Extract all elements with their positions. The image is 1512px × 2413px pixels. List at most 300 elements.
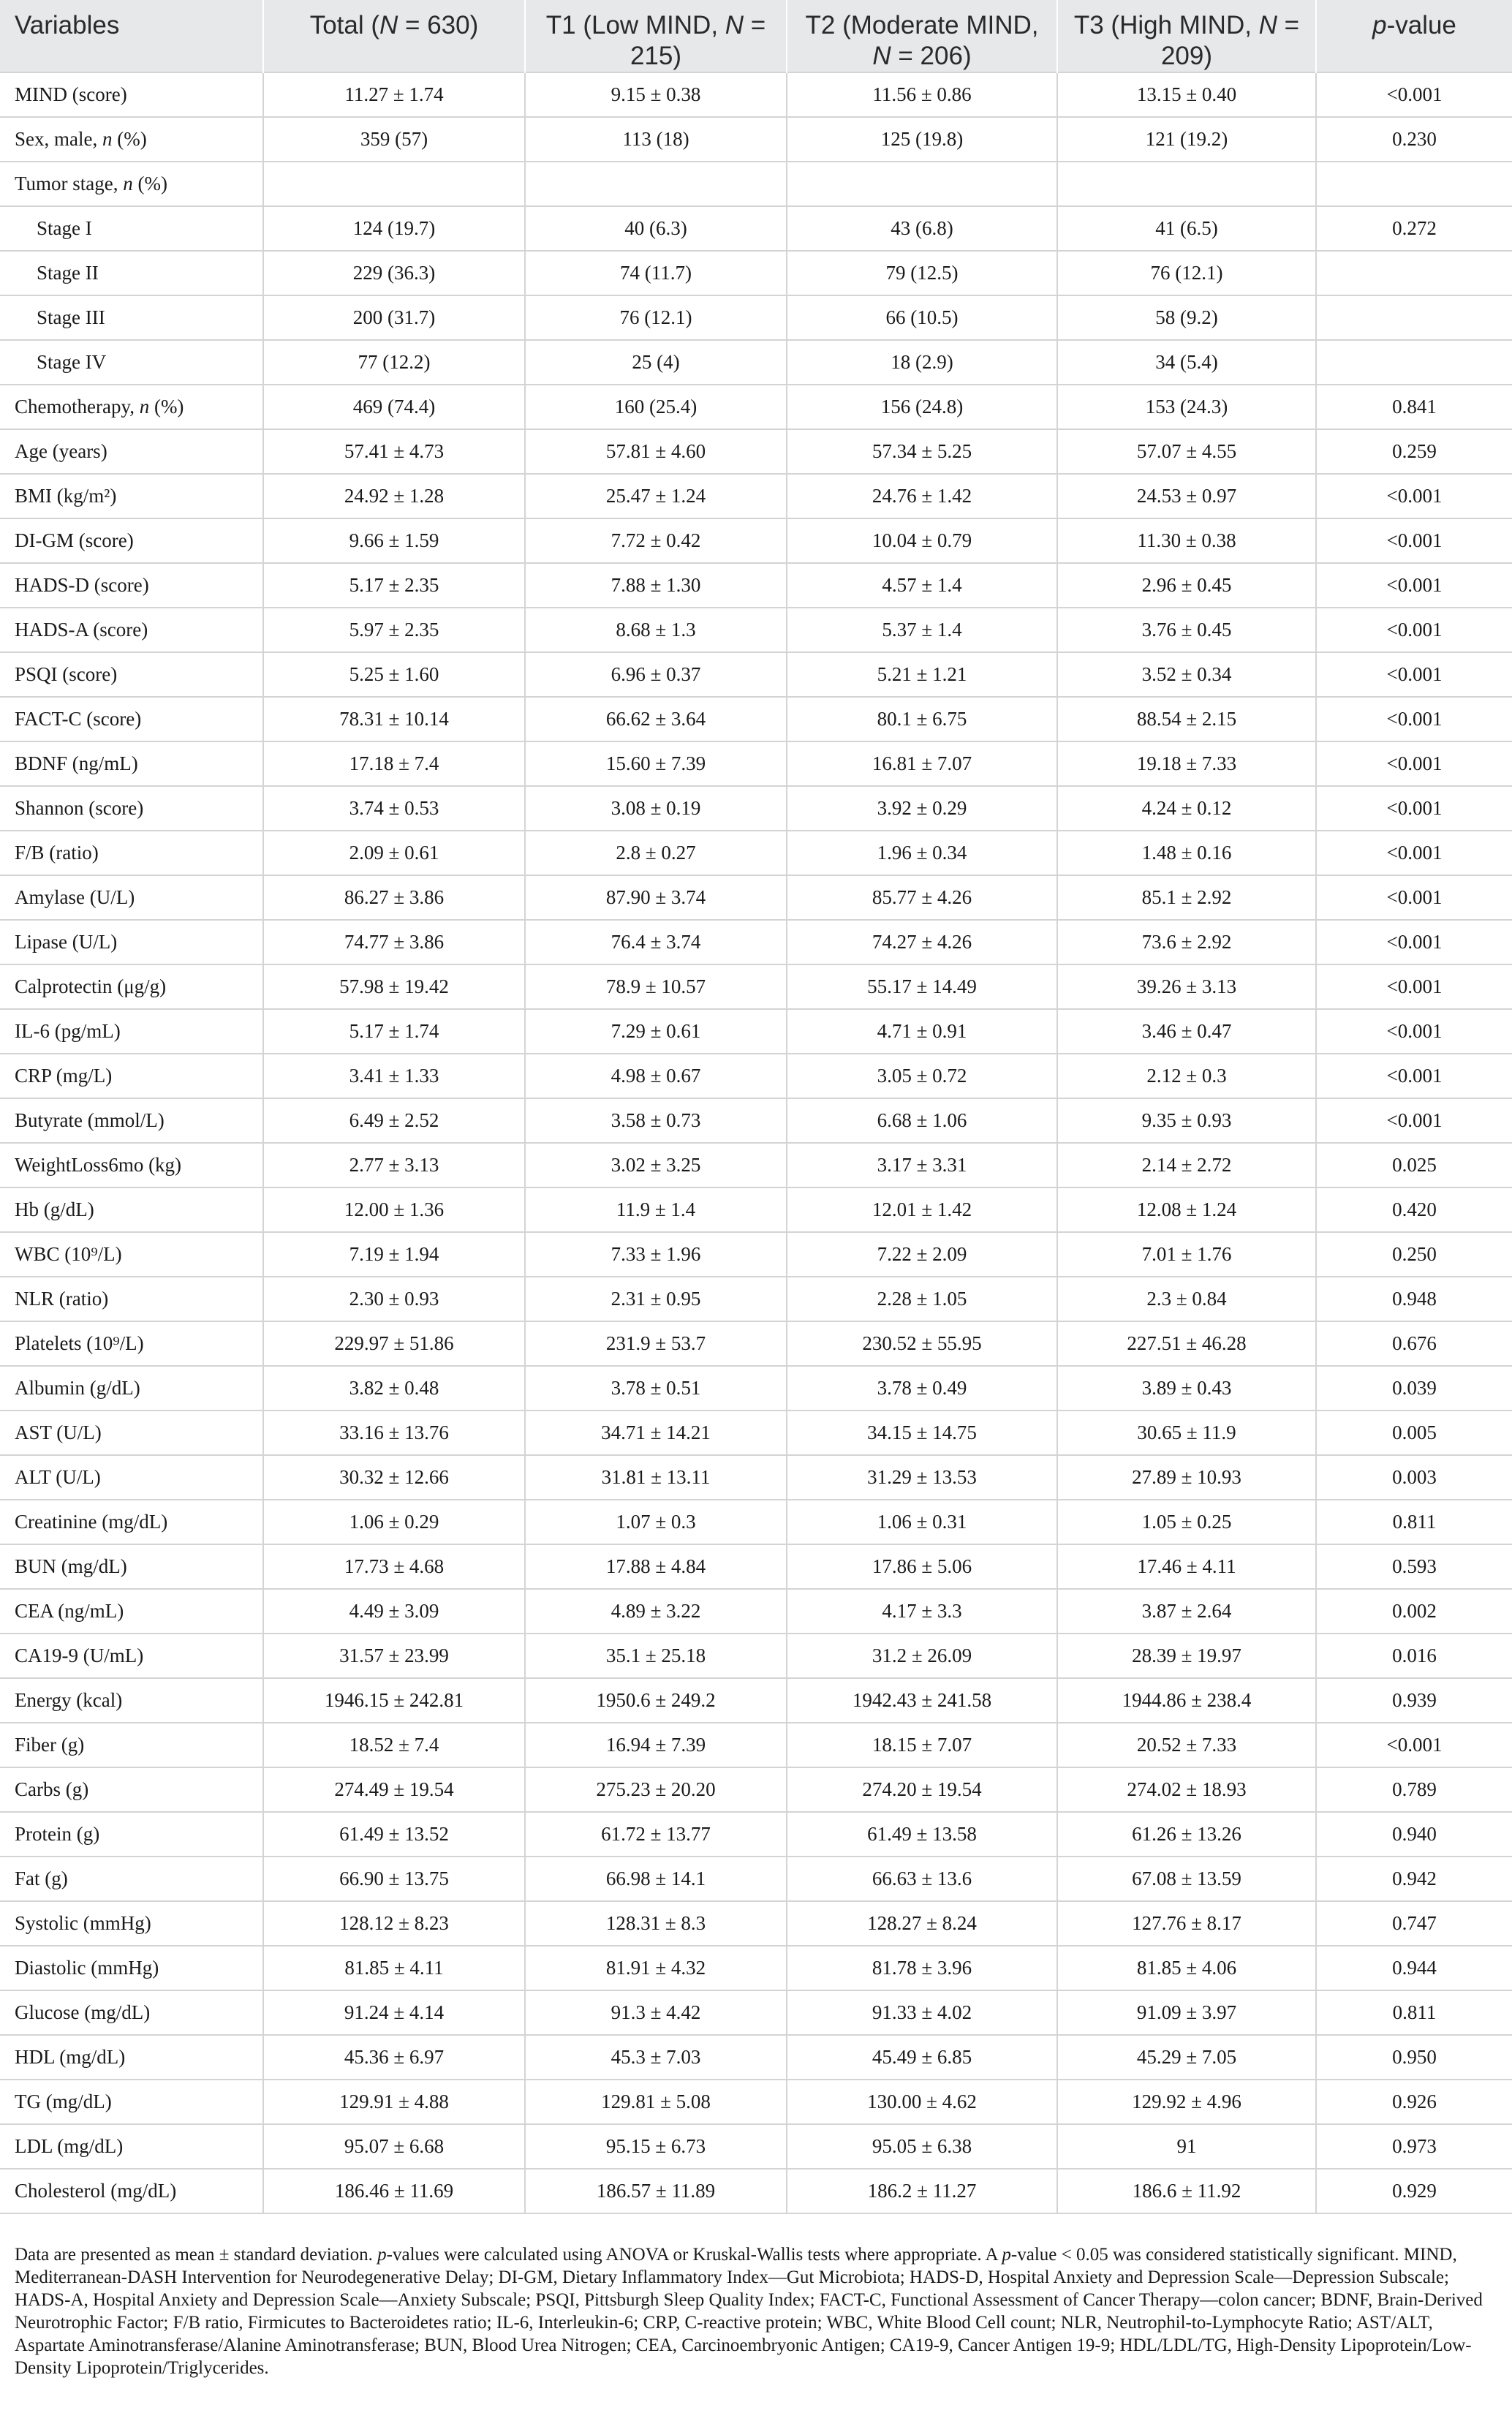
- table-row: [0, 1723, 1512, 1767]
- cell-t3: 2.3 ± 0.84: [1057, 1277, 1316, 1321]
- cell-total: 57.41 ± 4.73: [263, 429, 525, 474]
- cell-p-value: 0.948: [1316, 1277, 1512, 1321]
- cell-t3: 27.89 ± 10.93: [1057, 1455, 1316, 1500]
- cell-total: 24.92 ± 1.28: [263, 474, 525, 518]
- cell-variable: Carbs (g): [0, 1767, 263, 1812]
- cell-p-value: <0.001: [1316, 72, 1512, 117]
- table-row: [0, 2124, 1512, 2169]
- cell-t2: 1942.43 ± 241.58: [787, 1678, 1057, 1723]
- cell-total: 7.19 ± 1.94: [263, 1232, 525, 1277]
- cell-variable: HDL (mg/dL): [0, 2035, 263, 2080]
- cell-t3: 34 (5.4): [1057, 340, 1316, 385]
- cell-total: 31.57 ± 23.99: [263, 1634, 525, 1678]
- cell-total: 57.98 ± 19.42: [263, 964, 525, 1009]
- cell-variable: Stage II: [0, 251, 263, 295]
- cell-total: 5.25 ± 1.60: [263, 652, 525, 697]
- cell-variable: PSQI (score): [0, 652, 263, 697]
- cell-variable: ALT (U/L): [0, 1455, 263, 1500]
- cell-t1: 35.1 ± 25.18: [525, 1634, 787, 1678]
- table-row: [0, 1054, 1512, 1098]
- cell-total: 359 (57): [263, 117, 525, 162]
- cell-variable: WBC (10⁹/L): [0, 1232, 263, 1277]
- header-total: Total (N = 630): [263, 0, 525, 72]
- cell-p-value: <0.001: [1316, 1054, 1512, 1098]
- cell-t1: 16.94 ± 7.39: [525, 1723, 787, 1767]
- table-row: [0, 1455, 1512, 1500]
- cell-total: [263, 162, 525, 206]
- table-row: [0, 1812, 1512, 1857]
- cell-t1: 2.31 ± 0.95: [525, 1277, 787, 1321]
- cell-t3: 3.89 ± 0.43: [1057, 1366, 1316, 1411]
- cell-t3: 67.08 ± 13.59: [1057, 1857, 1316, 1901]
- header-row: [0, 0, 1512, 72]
- cell-t2: 66 (10.5): [787, 295, 1057, 340]
- cell-p-value: 0.002: [1316, 1589, 1512, 1634]
- cell-t3: 28.39 ± 19.97: [1057, 1634, 1316, 1678]
- cell-t1: 4.98 ± 0.67: [525, 1054, 787, 1098]
- table-row: [0, 741, 1512, 786]
- cell-t3: 20.52 ± 7.33: [1057, 1723, 1316, 1767]
- table-row: [0, 1366, 1512, 1411]
- cell-t2: 91.33 ± 4.02: [787, 1990, 1057, 2035]
- cell-t3: 1944.86 ± 238.4: [1057, 1678, 1316, 1723]
- cell-t2: 80.1 ± 6.75: [787, 697, 1057, 741]
- cell-variable: NLR (ratio): [0, 1277, 263, 1321]
- cell-variable: BMI (kg/m²): [0, 474, 263, 518]
- cell-t3: 1.05 ± 0.25: [1057, 1500, 1316, 1544]
- table-row: [0, 1544, 1512, 1589]
- cell-t1: 275.23 ± 20.20: [525, 1767, 787, 1812]
- cell-t1: 40 (6.3): [525, 206, 787, 251]
- cell-t2: 57.34 ± 5.25: [787, 429, 1057, 474]
- cell-t1: 57.81 ± 4.60: [525, 429, 787, 474]
- cell-t2: 156 (24.8): [787, 385, 1057, 429]
- cell-t2: 74.27 ± 4.26: [787, 920, 1057, 964]
- cell-t2: 55.17 ± 14.49: [787, 964, 1057, 1009]
- cell-p-value: 0.016: [1316, 1634, 1512, 1678]
- cell-p-value: 0.944: [1316, 1946, 1512, 1990]
- cell-t3: 129.92 ± 4.96: [1057, 2080, 1316, 2124]
- cell-variable: Shannon (score): [0, 786, 263, 831]
- header-t1: T1 (Low MIND, N = 215): [525, 0, 787, 72]
- cell-t3: 13.15 ± 0.40: [1057, 72, 1316, 117]
- cell-t1: 1.07 ± 0.3: [525, 1500, 787, 1544]
- cell-t1: 4.89 ± 3.22: [525, 1589, 787, 1634]
- cell-total: 4.49 ± 3.09: [263, 1589, 525, 1634]
- table-row: [0, 2169, 1512, 2213]
- cell-total: 3.41 ± 1.33: [263, 1054, 525, 1098]
- cell-total: 229 (36.3): [263, 251, 525, 295]
- cell-total: 18.52 ± 7.4: [263, 1723, 525, 1767]
- cell-t2: 18 (2.9): [787, 340, 1057, 385]
- cell-t2: 3.05 ± 0.72: [787, 1054, 1057, 1098]
- cell-total: 95.07 ± 6.68: [263, 2124, 525, 2169]
- cell-t2: 6.68 ± 1.06: [787, 1098, 1057, 1143]
- cell-t1: 7.88 ± 1.30: [525, 563, 787, 608]
- cell-p-value: 0.039: [1316, 1366, 1512, 1411]
- cell-t2: 3.17 ± 3.31: [787, 1143, 1057, 1187]
- cell-p-value: <0.001: [1316, 875, 1512, 920]
- cell-t2: 31.29 ± 13.53: [787, 1455, 1057, 1500]
- cell-total: 17.18 ± 7.4: [263, 741, 525, 786]
- cell-p-value: 0.789: [1316, 1767, 1512, 1812]
- cell-p-value: 0.420: [1316, 1187, 1512, 1232]
- cell-t3: 3.76 ± 0.45: [1057, 608, 1316, 652]
- table-row: [0, 652, 1512, 697]
- cell-t2: 4.57 ± 1.4: [787, 563, 1057, 608]
- table-row: [0, 786, 1512, 831]
- cell-t3: 7.01 ± 1.76: [1057, 1232, 1316, 1277]
- cell-t1: 128.31 ± 8.3: [525, 1901, 787, 1946]
- table-row: [0, 1500, 1512, 1544]
- table-row: [0, 1411, 1512, 1455]
- cell-p-value: [1316, 162, 1512, 206]
- cell-t2: 24.76 ± 1.42: [787, 474, 1057, 518]
- cell-p-value: 0.230: [1316, 117, 1512, 162]
- cell-variable: Cholesterol (mg/dL): [0, 2169, 263, 2213]
- cell-variable: AST (U/L): [0, 1411, 263, 1455]
- cell-t2: 16.81 ± 7.07: [787, 741, 1057, 786]
- cell-p-value: 0.250: [1316, 1232, 1512, 1277]
- cell-t2: 274.20 ± 19.54: [787, 1767, 1057, 1812]
- cell-total: 11.27 ± 1.74: [263, 72, 525, 117]
- cell-variable: DI-GM (score): [0, 518, 263, 563]
- cell-t1: 25 (4): [525, 340, 787, 385]
- cell-p-value: 0.973: [1316, 2124, 1512, 2169]
- cell-t1: 6.96 ± 0.37: [525, 652, 787, 697]
- table-row: [0, 1321, 1512, 1366]
- cell-p-value: 0.841: [1316, 385, 1512, 429]
- cell-t2: 186.2 ± 11.27: [787, 2169, 1057, 2213]
- cell-variable: MIND (score): [0, 72, 263, 117]
- cell-variable: Hb (g/dL): [0, 1187, 263, 1232]
- cell-variable: TG (mg/dL): [0, 2080, 263, 2124]
- cell-total: 2.30 ± 0.93: [263, 1277, 525, 1321]
- cell-t2: 12.01 ± 1.42: [787, 1187, 1057, 1232]
- cell-p-value: <0.001: [1316, 518, 1512, 563]
- cell-p-value: 0.942: [1316, 1857, 1512, 1901]
- cell-t1: 76 (12.1): [525, 295, 787, 340]
- cell-t1: 81.91 ± 4.32: [525, 1946, 787, 1990]
- cell-p-value: <0.001: [1316, 474, 1512, 518]
- cell-t2: 81.78 ± 3.96: [787, 1946, 1057, 1990]
- cell-p-value: 0.593: [1316, 1544, 1512, 1589]
- cell-p-value: 0.939: [1316, 1678, 1512, 1723]
- cell-t3: 19.18 ± 7.33: [1057, 741, 1316, 786]
- cell-t1: 7.72 ± 0.42: [525, 518, 787, 563]
- cell-t2: 17.86 ± 5.06: [787, 1544, 1057, 1589]
- cell-variable: Stage I: [0, 206, 263, 251]
- table-row: [0, 1857, 1512, 1901]
- cell-p-value: 0.272: [1316, 206, 1512, 251]
- cell-variable: LDL (mg/dL): [0, 2124, 263, 2169]
- table-row: [0, 162, 1512, 206]
- cell-p-value: <0.001: [1316, 920, 1512, 964]
- cell-t2: 11.56 ± 0.86: [787, 72, 1057, 117]
- cell-p-value: <0.001: [1316, 786, 1512, 831]
- cell-t2: 31.2 ± 26.09: [787, 1634, 1057, 1678]
- cell-t1: 11.9 ± 1.4: [525, 1187, 787, 1232]
- cell-variable: Stage IV: [0, 340, 263, 385]
- table-footnote: Data are presented as mean ± standard deviation. p-values were calculated using ANOVA or Kruskal-Wallis tests where appropriate. A p-value < 0.05 was considered statistically significant. MIND, Mediterranean-DASH Intervention for Neurodegenerative Delay; DI-GM, Dietary Inflammatory Index—Gut Microbiota; HADS-D, Hospital Anxiety and Depression Scale—Depression Subscale; HADS-A, Hospital Anxiety and Depression Scale—Anxiety Subscale; PSQI, Pittsburgh Sleep Quality Index; FACT-C, Functional Assessment of Cancer Therapy—colon cancer; BDNF, Brain-Derived Neurotrophic Factor; F/B ratio, Firmicutes to Bacteroidetes ratio; IL-6, Interleukin-6; CRP, C-reactive protein; WBC, White Blood Cell count; NLR, Neutrophil-to-Lymphocyte Ratio; AST/ALT, Aspartate Aminotransferase/Alanine Aminotransferase; BUN, Blood Urea Nitrogen; CEA, Carcinoembryonic Antigen; CA19-9, Cancer Antigen 19-9; HDL/LDL/TG, High-Density Lipoprotein/Low-Density Lipoprotein/Triglycerides.: [15, 2245, 1483, 2378]
- cell-total: 469 (74.4): [263, 385, 525, 429]
- table-row: [0, 385, 1512, 429]
- cell-t3: 3.52 ± 0.34: [1057, 652, 1316, 697]
- cell-t1: 231.9 ± 53.7: [525, 1321, 787, 1366]
- cell-total: 1.06 ± 0.29: [263, 1500, 525, 1544]
- cell-t1: 7.33 ± 1.96: [525, 1232, 787, 1277]
- cell-total: 5.17 ± 2.35: [263, 563, 525, 608]
- cell-t1: 95.15 ± 6.73: [525, 2124, 787, 2169]
- cell-variable: IL-6 (pg/mL): [0, 1009, 263, 1054]
- cell-t1: 31.81 ± 13.11: [525, 1455, 787, 1500]
- cell-total: 124 (19.7): [263, 206, 525, 251]
- header-t3: T3 (High MIND, N = 209): [1057, 0, 1316, 72]
- cell-t3: 45.29 ± 7.05: [1057, 2035, 1316, 2080]
- cell-t3: [1057, 162, 1316, 206]
- cell-variable: Platelets (10⁹/L): [0, 1321, 263, 1366]
- cell-total: 5.97 ± 2.35: [263, 608, 525, 652]
- cell-variable: Diastolic (mmHg): [0, 1946, 263, 1990]
- cell-p-value: [1316, 295, 1512, 340]
- cell-t3: 11.30 ± 0.38: [1057, 518, 1316, 563]
- cell-variable: HADS-D (score): [0, 563, 263, 608]
- cell-p-value: 0.003: [1316, 1455, 1512, 1500]
- cell-t1: 2.8 ± 0.27: [525, 831, 787, 875]
- cell-t1: 129.81 ± 5.08: [525, 2080, 787, 2124]
- cell-t1: 160 (25.4): [525, 385, 787, 429]
- table-row: [0, 697, 1512, 741]
- cell-total: 129.91 ± 4.88: [263, 2080, 525, 2124]
- table-row: [0, 1990, 1512, 2035]
- cell-t3: 57.07 ± 4.55: [1057, 429, 1316, 474]
- cell-t2: 230.52 ± 55.95: [787, 1321, 1057, 1366]
- table-row: [0, 251, 1512, 295]
- cell-t1: 1950.6 ± 249.2: [525, 1678, 787, 1723]
- cell-total: 30.32 ± 12.66: [263, 1455, 525, 1500]
- cell-p-value: <0.001: [1316, 608, 1512, 652]
- cell-p-value: 0.259: [1316, 429, 1512, 474]
- table-row: [0, 1277, 1512, 1321]
- cell-variable: BUN (mg/dL): [0, 1544, 263, 1589]
- cell-total: 33.16 ± 13.76: [263, 1411, 525, 1455]
- cell-t1: 7.29 ± 0.61: [525, 1009, 787, 1054]
- cell-variable: Butyrate (mmol/L): [0, 1098, 263, 1143]
- cell-t3: 2.14 ± 2.72: [1057, 1143, 1316, 1187]
- cell-variable: Lipase (U/L): [0, 920, 263, 964]
- cell-variable: Age (years): [0, 429, 263, 474]
- cell-p-value: 0.940: [1316, 1812, 1512, 1857]
- cell-t1: 76.4 ± 3.74: [525, 920, 787, 964]
- cell-p-value: <0.001: [1316, 697, 1512, 741]
- table-row: [0, 1098, 1512, 1143]
- cell-t1: 61.72 ± 13.77: [525, 1812, 787, 1857]
- cell-t2: 61.49 ± 13.58: [787, 1812, 1057, 1857]
- cell-t2: 130.00 ± 4.62: [787, 2080, 1057, 2124]
- table-row: [0, 1634, 1512, 1678]
- table-row: [0, 563, 1512, 608]
- cell-t2: 1.96 ± 0.34: [787, 831, 1057, 875]
- table-body: [0, 72, 1512, 2213]
- cell-variable: BDNF (ng/mL): [0, 741, 263, 786]
- cell-t2: 5.37 ± 1.4: [787, 608, 1057, 652]
- cell-t2: 18.15 ± 7.07: [787, 1723, 1057, 1767]
- table-row: [0, 1678, 1512, 1723]
- table-row: [0, 1589, 1512, 1634]
- cell-variable: Energy (kcal): [0, 1678, 263, 1723]
- cell-t2: 7.22 ± 2.09: [787, 1232, 1057, 1277]
- cell-t1: 3.78 ± 0.51: [525, 1366, 787, 1411]
- table-row: [0, 2080, 1512, 2124]
- cell-p-value: [1316, 251, 1512, 295]
- cell-p-value: 0.005: [1316, 1411, 1512, 1455]
- cell-total: 5.17 ± 1.74: [263, 1009, 525, 1054]
- cell-t1: 186.57 ± 11.89: [525, 2169, 787, 2213]
- cell-t3: 73.6 ± 2.92: [1057, 920, 1316, 964]
- cell-t1: 3.58 ± 0.73: [525, 1098, 787, 1143]
- header-t2: T2 (Moderate MIND, N = 206): [787, 0, 1057, 72]
- header-variables: Variables: [15, 11, 120, 39]
- cell-t1: 45.3 ± 7.03: [525, 2035, 787, 2080]
- cell-total: 86.27 ± 3.86: [263, 875, 525, 920]
- cell-p-value: <0.001: [1316, 1723, 1512, 1767]
- cell-t1: 66.98 ± 14.1: [525, 1857, 787, 1901]
- cell-t3: 58 (9.2): [1057, 295, 1316, 340]
- cell-total: 66.90 ± 13.75: [263, 1857, 525, 1901]
- table-row: [0, 295, 1512, 340]
- table-row: [0, 1946, 1512, 1990]
- cell-total: 229.97 ± 51.86: [263, 1321, 525, 1366]
- table-row: [0, 474, 1512, 518]
- cell-t2: 10.04 ± 0.79: [787, 518, 1057, 563]
- table-row: [0, 117, 1512, 162]
- cell-t3: 12.08 ± 1.24: [1057, 1187, 1316, 1232]
- cell-p-value: 0.811: [1316, 1500, 1512, 1544]
- cell-t1: 91.3 ± 4.42: [525, 1990, 787, 2035]
- cell-t1: 66.62 ± 3.64: [525, 697, 787, 741]
- cell-t3: 1.48 ± 0.16: [1057, 831, 1316, 875]
- cell-total: 77 (12.2): [263, 340, 525, 385]
- cell-t3: 91.09 ± 3.97: [1057, 1990, 1316, 2035]
- cell-t3: 4.24 ± 0.12: [1057, 786, 1316, 831]
- cell-t1: 15.60 ± 7.39: [525, 741, 787, 786]
- cell-t2: 34.15 ± 14.75: [787, 1411, 1057, 1455]
- cell-t2: 45.49 ± 6.85: [787, 2035, 1057, 2080]
- cell-t2: 1.06 ± 0.31: [787, 1500, 1057, 1544]
- cell-p-value: <0.001: [1316, 563, 1512, 608]
- cell-p-value: <0.001: [1316, 1009, 1512, 1054]
- cell-t3: 127.76 ± 8.17: [1057, 1901, 1316, 1946]
- cell-variable: WeightLoss6mo (kg): [0, 1143, 263, 1187]
- table-row: [0, 2035, 1512, 2080]
- cell-variable: Fat (g): [0, 1857, 263, 1901]
- cell-variable: Chemotherapy, n (%): [0, 385, 263, 429]
- cell-variable: Fiber (g): [0, 1723, 263, 1767]
- cell-p-value: <0.001: [1316, 1098, 1512, 1143]
- cell-t1: 3.08 ± 0.19: [525, 786, 787, 831]
- cell-t3: 3.46 ± 0.47: [1057, 1009, 1316, 1054]
- cell-variable: Albumin (g/dL): [0, 1366, 263, 1411]
- cell-t3: 153 (24.3): [1057, 385, 1316, 429]
- cell-t2: 5.21 ± 1.21: [787, 652, 1057, 697]
- cell-t3: 88.54 ± 2.15: [1057, 697, 1316, 741]
- cell-variable: Amylase (U/L): [0, 875, 263, 920]
- table-row: [0, 1009, 1512, 1054]
- cell-total: 17.73 ± 4.68: [263, 1544, 525, 1589]
- cell-t1: 34.71 ± 14.21: [525, 1411, 787, 1455]
- cell-t3: 17.46 ± 4.11: [1057, 1544, 1316, 1589]
- cell-variable: CRP (mg/L): [0, 1054, 263, 1098]
- cell-t2: 43 (6.8): [787, 206, 1057, 251]
- cell-t2: 125 (19.8): [787, 117, 1057, 162]
- cell-variable: FACT-C (score): [0, 697, 263, 741]
- cell-p-value: <0.001: [1316, 741, 1512, 786]
- cell-total: 128.12 ± 8.23: [263, 1901, 525, 1946]
- cell-variable: CEA (ng/mL): [0, 1589, 263, 1634]
- cell-t2: 66.63 ± 13.6: [787, 1857, 1057, 1901]
- cell-t2: 128.27 ± 8.24: [787, 1901, 1057, 1946]
- cell-p-value: 0.950: [1316, 2035, 1512, 2080]
- cell-t3: 186.6 ± 11.92: [1057, 2169, 1316, 2213]
- table-row: [0, 1143, 1512, 1187]
- cell-total: 6.49 ± 2.52: [263, 1098, 525, 1143]
- cell-t2: 79 (12.5): [787, 251, 1057, 295]
- cell-t3: 227.51 ± 46.28: [1057, 1321, 1316, 1366]
- cell-t2: 4.17 ± 3.3: [787, 1589, 1057, 1634]
- table-row: [0, 206, 1512, 251]
- cell-t1: 9.15 ± 0.38: [525, 72, 787, 117]
- table-row: [0, 1232, 1512, 1277]
- cell-p-value: <0.001: [1316, 831, 1512, 875]
- cell-t3: 24.53 ± 0.97: [1057, 474, 1316, 518]
- cell-t1: 8.68 ± 1.3: [525, 608, 787, 652]
- header-p-value: p-value: [1316, 0, 1512, 72]
- cell-total: 200 (31.7): [263, 295, 525, 340]
- cell-p-value: 0.811: [1316, 1990, 1512, 2035]
- cell-total: 2.77 ± 3.13: [263, 1143, 525, 1187]
- cell-t2: [787, 162, 1057, 206]
- cell-total: 74.77 ± 3.86: [263, 920, 525, 964]
- cell-t1: 17.88 ± 4.84: [525, 1544, 787, 1589]
- cell-t2: 2.28 ± 1.05: [787, 1277, 1057, 1321]
- table-row: [0, 875, 1512, 920]
- table-row: [0, 429, 1512, 474]
- cell-variable: Creatinine (mg/dL): [0, 1500, 263, 1544]
- cell-total: 91.24 ± 4.14: [263, 1990, 525, 2035]
- cell-t3: 41 (6.5): [1057, 206, 1316, 251]
- table-row: [0, 920, 1512, 964]
- cell-p-value: <0.001: [1316, 652, 1512, 697]
- cell-t3: 91: [1057, 2124, 1316, 2169]
- table-row: [0, 72, 1512, 117]
- cell-total: 9.66 ± 1.59: [263, 518, 525, 563]
- cell-t2: 3.92 ± 0.29: [787, 786, 1057, 831]
- cell-total: 81.85 ± 4.11: [263, 1946, 525, 1990]
- table-row: [0, 1187, 1512, 1232]
- cell-t1: 3.02 ± 3.25: [525, 1143, 787, 1187]
- cell-t1: 87.90 ± 3.74: [525, 875, 787, 920]
- cell-total: 274.49 ± 19.54: [263, 1767, 525, 1812]
- cell-t3: 274.02 ± 18.93: [1057, 1767, 1316, 1812]
- cell-t3: 30.65 ± 11.9: [1057, 1411, 1316, 1455]
- cell-t3: 76 (12.1): [1057, 251, 1316, 295]
- cell-t1: 78.9 ± 10.57: [525, 964, 787, 1009]
- cell-t3: 61.26 ± 13.26: [1057, 1812, 1316, 1857]
- cell-t3: 39.26 ± 3.13: [1057, 964, 1316, 1009]
- cell-total: 186.46 ± 11.69: [263, 2169, 525, 2213]
- cell-total: 2.09 ± 0.61: [263, 831, 525, 875]
- cell-t3: 121 (19.2): [1057, 117, 1316, 162]
